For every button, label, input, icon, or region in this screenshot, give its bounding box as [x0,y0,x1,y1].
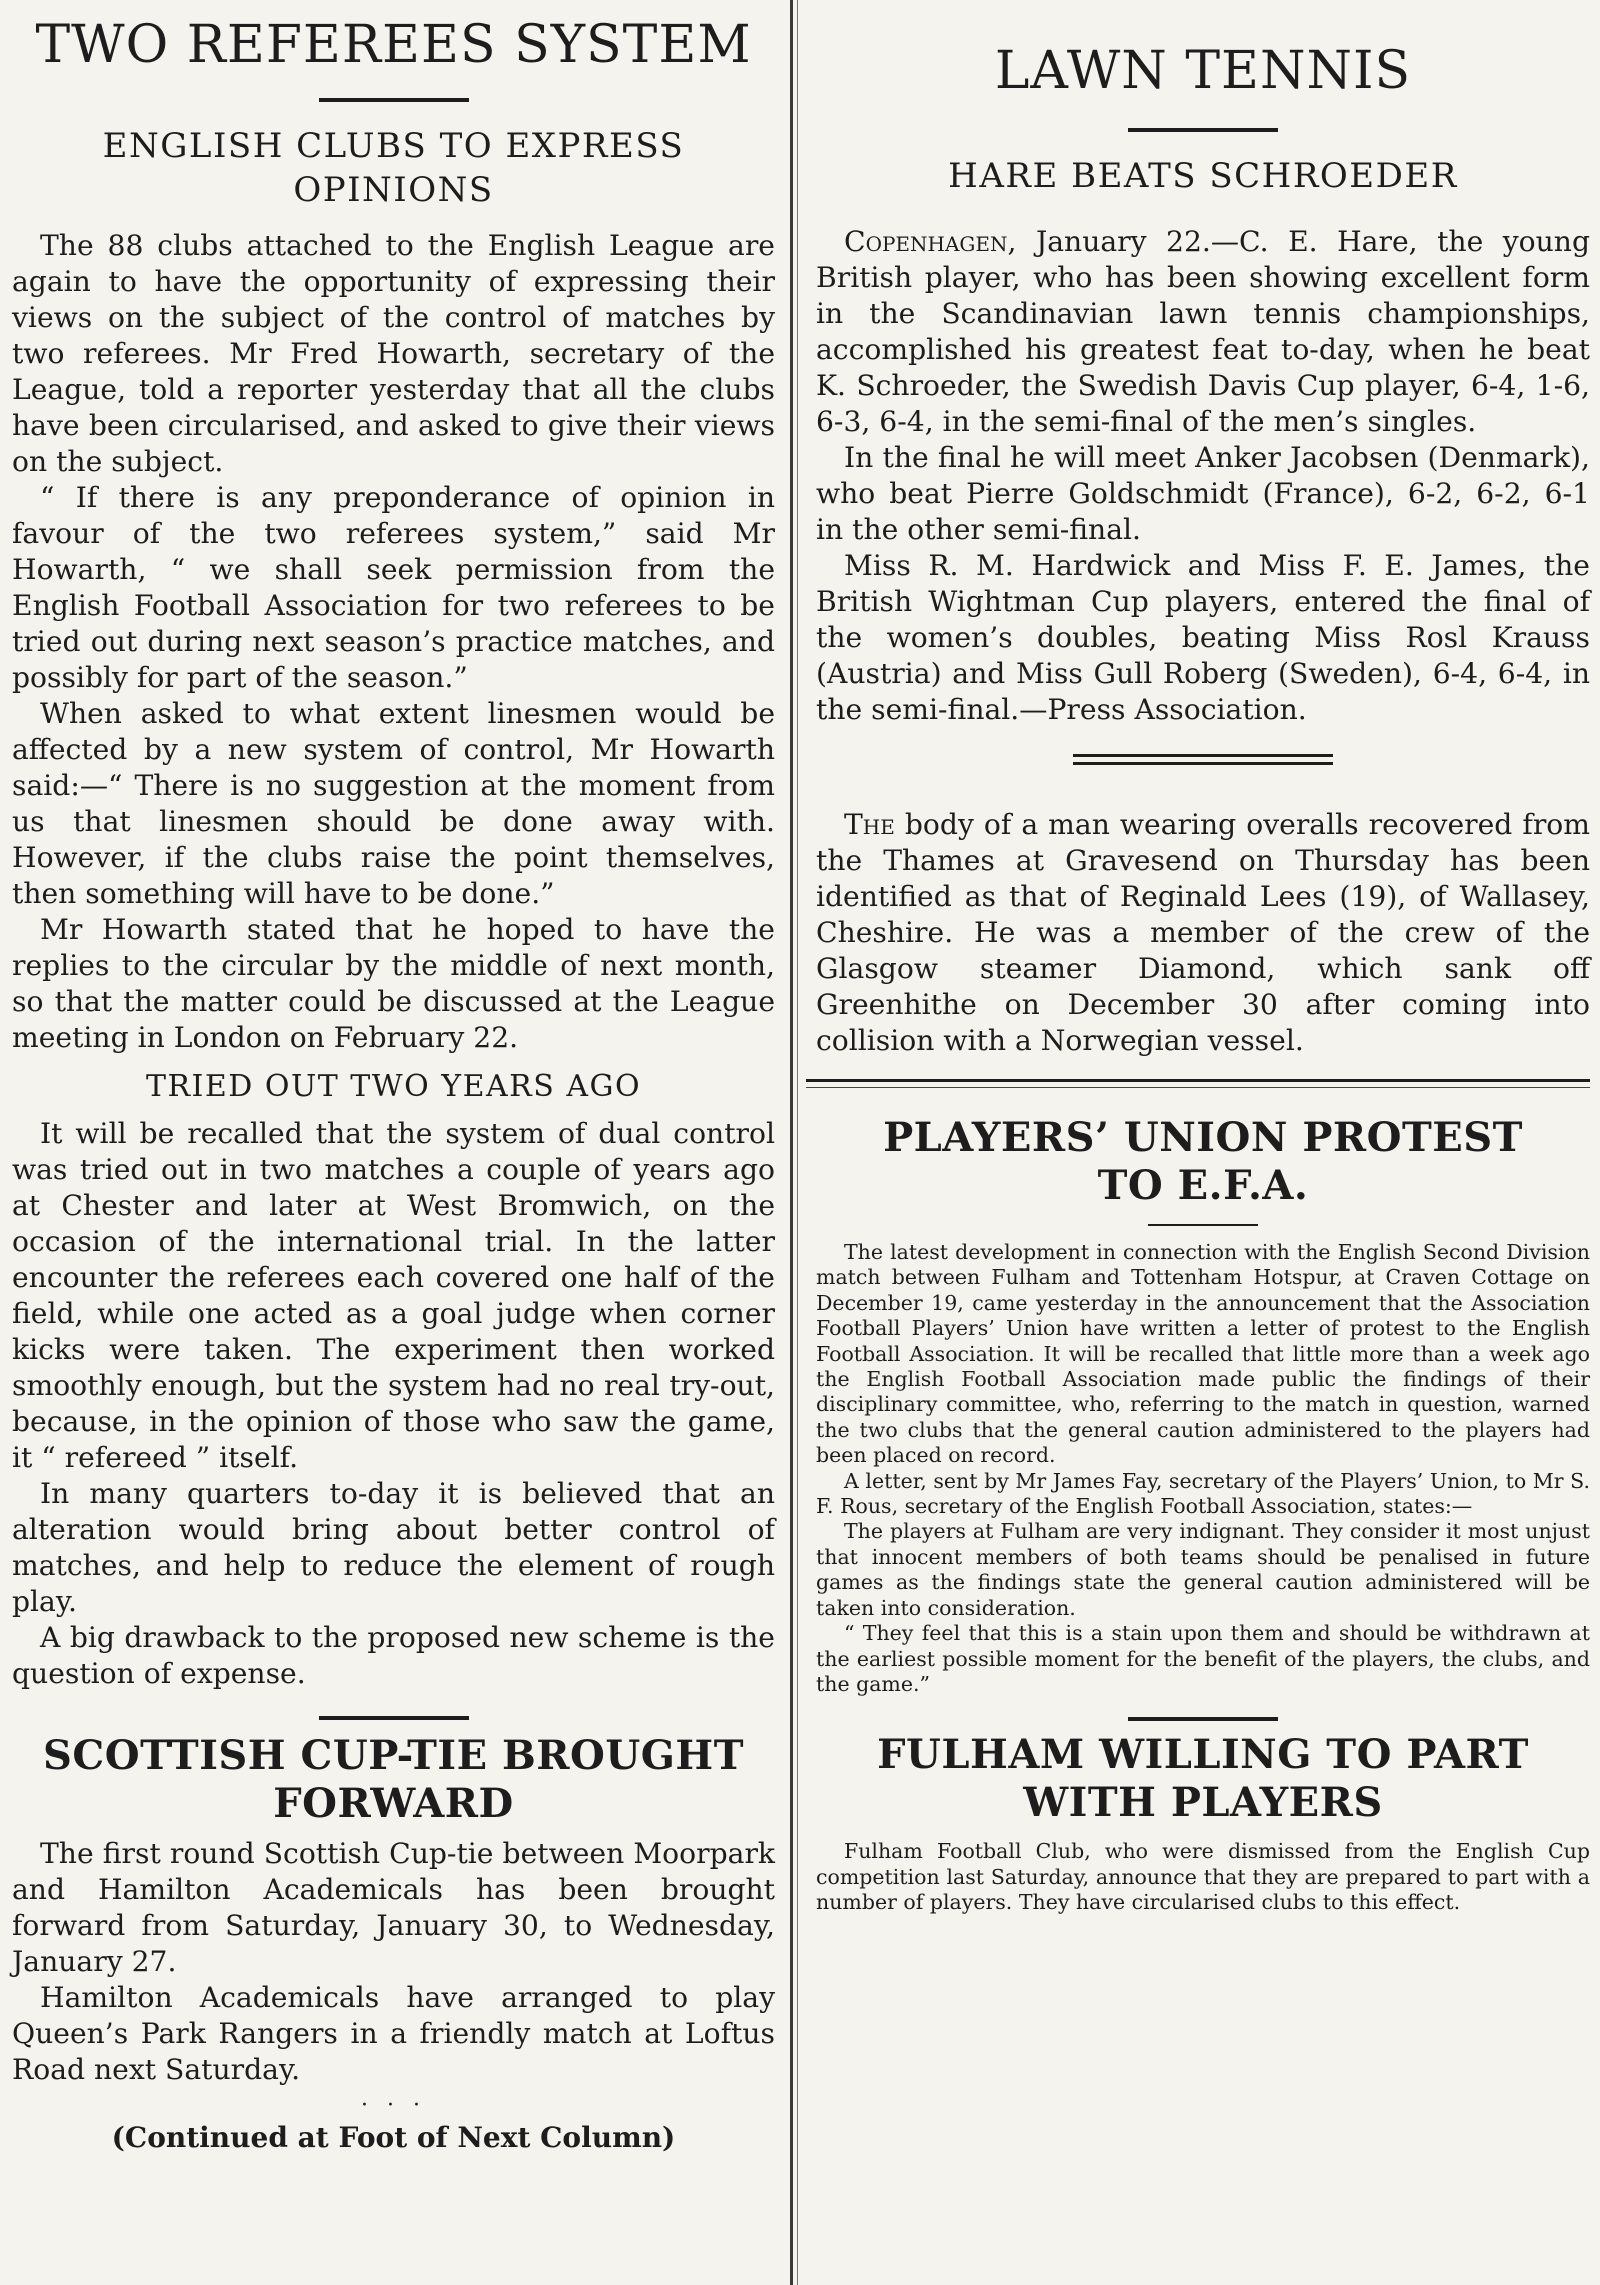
article-paragraph: The first round Scottish Cup-tie between Moorpark and Hamilton Academicals has been brought forward from Saturday, January 30, to Wednesday, January 27. [12,1837,775,1978]
article-paragraph: Hamilton Academicals have arranged to play Queen’s Park Rangers in a friendly match at Loftus Road next Saturday. [12,1981,775,2086]
full-width-rule [806,1079,1590,1088]
fulham-headline: FULHAM WILLING TO PART WITH PLAYERS [877,1731,1529,1827]
article-paragraph: In many quarters to-day it is believed that an alteration would bring about better control of matches, and help to reduce the element of rough play. [12,1477,775,1618]
english-clubs-subhead: ENGLISH CLUBS TO EXPRESS OPINIONS [102,126,685,210]
column-rule [790,0,793,2285]
tried-out-sidehead: TRIED OUT TWO YEARS AGO [145,1069,642,1104]
lawn-tennis-headline: LAWN TENNIS [994,41,1412,101]
article-paragraph: A letter, sent by Mr James Fay, secretary of the Players’ Union, to Mr S. F. Rous, secretary of the English Football Association, states:— [816,1468,1590,1519]
headline-rule [1128,128,1278,132]
fulham-article-body [816,1839,1590,1915]
ornament: · · · [361,2093,426,2118]
section-rule [1148,1224,1258,1226]
article-paragraph: The players at Fulham are very indignant. They consider it most unjust that innocent members of both teams should be penalised in future games as the findings state the general caution administered will be taken into consideration. [816,1519,1590,1620]
article-paragraph [816,224,1590,440]
players-union-headline: PLAYERS’ UNION PROTEST TO E.F.A. [883,1114,1523,1209]
double-rule [1073,754,1333,765]
hare-beats-subhead: HARE BEATS SCHROEDER [948,156,1458,196]
article-paragraph [816,807,1590,1059]
union-article-body [816,1240,1590,1697]
article-paragraph: The latest development in connection with the English Second Division match between Fulham and Tottenham Hotspur, at Craven Cottage on December 19, came yesterday in the announcement that the Association Football Players’ Union have written a letter of protest to the English Football Association. It will be recalled that little more than a week ago the English Football Association made public the findings of their disciplinary committee, who, referring to the match in question, warned the two clubs that the general caution administered to the players had been placed on record. [816,1240,1590,1468]
scottish-cup-headline: SCOTTISH CUP-TIE BROUGHT FORWARD [43,1732,744,1827]
headline-rule [319,98,469,102]
article-paragraph: In the final he will meet Anker Jacobsen (Denmark), who beat Pierre Goldschmidt (France), 6-2, 6-2, 6-1 in the other semi-final. [816,441,1590,546]
article-paragraph: When asked to what extent linesmen would be affected by a new system of control, Mr Howarth said:—“ There is no suggestion at the moment from us that linesmen should be done away with. However, if the clubs raise the point themselves, then something will have to be done.” [12,697,775,910]
article-paragraph: “ If there is any preponderance of opinion in favour of the two referees system,” said Mr Howarth, “ we shall seek permission from the English Football Association for two referees to be tried out during next season’s practice matches, and possibly for part of the season.” [12,481,775,694]
thames-article-body [816,807,1590,1059]
tried-out-article-body [12,1116,775,1692]
dateline: Copenhagen, [844,225,1017,258]
tennis-article-body [816,224,1590,728]
right-column [806,0,1600,2285]
article-paragraph: “ They feel that this is a stain upon them and should be withdrawn at the earliest possible moment for the benefit of the players, the clubs, and the game.” [816,1621,1590,1696]
article-paragraph: Fulham Football Club, who were dismissed from the English Cup competition last Saturday, announce that they are prepared to part with a number of players. They have circularised clubs to this effect. [816,1839,1590,1915]
referees-article-body [12,228,775,1056]
left-column [0,0,785,2285]
article-paragraph: A big drawback to the proposed new scheme is the question of expense. [12,1621,775,1690]
column-rule-thin [797,0,798,2285]
lead-word: The [844,808,895,841]
article-paragraph: Miss R. M. Hardwick and Miss F. E. James, the British Wightman Cup players, entered the final of the women’s doubles, beating Miss Rosl Krauss (Austria) and Miss Gull Roberg (Sweden), 6-4, 6-4, in the semi-final.—Press Association. [816,549,1590,726]
section-rule [319,1716,469,1720]
scottish-article-body [12,1836,775,2088]
article-text: January 22.—C. E. Hare, the young British player, who has been showing excellent form in the Scandinavian lawn tennis championships, accomplished his greatest feat to-day, when he beat K. Schroeder, the Swedish Davis Cup player, 6-4, 1-6, 6-3, 6-4, in the semi-final of the men’s singles. [816,225,1590,438]
article-paragraph: It will be recalled that the system of dual control was tried out in two matches a couple of years ago at Chester and later at West Bromwich, on the occasion of the international trial. In the latter encounter the referees each covered one half of the field, while one acted as a goal judge when corner kicks were taken. The experiment then worked smoothly enough, but the system had no real try-out, because, in the opinion of those who saw the game, it “ refereed ” itself. [12,1117,775,1474]
article-paragraph: Mr Howarth stated that he hoped to have the replies to the circular by the middle of next month, so that the matter could be discussed at the League meeting in London on February 22. [12,913,775,1054]
section-rule [1128,1717,1278,1721]
two-referees-headline: TWO REFEREES SYSTEM [35,15,752,75]
article-text: body of a man wearing overalls recovered from the Thames at Gravesend on Thursday has been identified as that of Reginald Lees (19), of Wallasey, Cheshire. He was a member of the crew of the Glasgow steamer Diamond, which sank off Greenhithe on December 30 after coming into collision with a Norwegian vessel. [816,808,1590,1057]
continued-note: (Continued at Foot of Next Column) [111,2121,676,2154]
article-paragraph: The 88 clubs attached to the English League are again to have the opportunity of expressing their views on the subject of the control of matches by two referees. Mr Fred Howarth, secretary of the League, told a reporter yesterday that all the clubs have been circularised, and asked to give their views on the subject. [12,229,775,478]
